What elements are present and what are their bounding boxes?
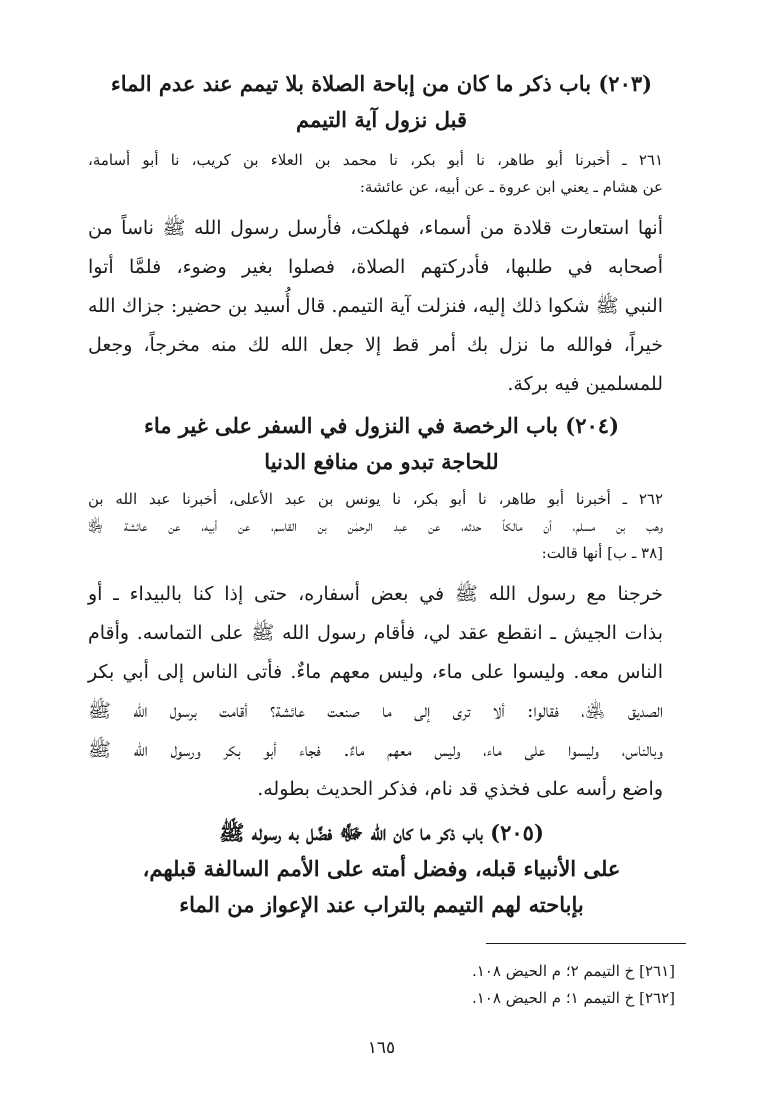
heading-line: (٢٠٣) باب ذكر ما كان من إباحة الصلاة بلا تيمم عند عدم الماء [110, 71, 653, 96]
heading-line: بإباحته لهم التيمم بالتراب عند الإعواز من الماء [179, 892, 584, 917]
body-line: بذات الجيش ـ انقطع عقد لي، فأقام رسول الله ﷺ على التماسه. وأقام [88, 622, 663, 644]
section-203-heading [60, 66, 703, 138]
body-line: خيراً، فوالله ما نزل بك أمر قط إلا جعل الله لك منه مخرجاً، وجعل [88, 334, 663, 356]
body-line: خرجنا مع رسول الله ﷺ في بعض أسفاره، حتى إذا كنا بالبيداء ـ أو [88, 583, 663, 605]
footnote-261: [٢٦١] خ التيمم ٢؛ م الحيض ١٠٨. [471, 962, 675, 980]
body-line: واضع رأسه على فخذي قد نام، فذكر الحديث بطوله. [257, 778, 663, 800]
heading-line: (٢٠٥) باب ذكر ما كان الله ﷻ فضَّل به رسوله ﷺ [219, 820, 544, 845]
section-205-heading [60, 815, 703, 923]
isnad-line: ٢٦٢ ـ أخبرنا أبو طاهر، نا أبو بكر، نا يونس بن عبد الأعلى، أخبرنا عبد الله بن [88, 490, 663, 508]
heading-line: قبل نزول آية التيمم [295, 107, 467, 132]
footnote-divider [486, 943, 686, 944]
footnotes [200, 958, 675, 1012]
page-number: ١٦٥ [367, 1038, 396, 1058]
heading-line: للحاجة تبدو من منافع الدنيا [264, 449, 499, 474]
body-line: للمسلمين فيه بركة. [507, 373, 663, 395]
isnad-line: وهب بن مسلم، أن مالكاً حدثه، عن عبد الرحمٰن بن القاسم، عن أبيه، عن عائشة ﵂ [88, 517, 663, 535]
hadith-261-isnad [88, 147, 663, 201]
body-line: الصديق ﵁، فقالوا: ألا ترى إلى ما صنعت عائشة؟ أقامت برسول الله ﷺ [88, 700, 663, 722]
isnad-line: ٢٦١ ـ أخبرنا أبو طاهر، نا أبو بكر، نا محمد بن العلاء بن كريب، نا أبو أسامة، [88, 151, 663, 169]
footnote-262: [٢٦٢] خ التيمم ١؛ م الحيض ١٠٨. [471, 989, 675, 1007]
isnad-line: عن هشام ـ يعني ابن عروة ـ عن أبيه، عن عائشة: [359, 178, 663, 196]
section-204-heading [60, 408, 703, 480]
hadith-262-isnad [88, 486, 663, 567]
body-line: أصحابه في طلبها، فأدركتهم الصلاة، فصلوا بغير وضوء، فلمَّا أتوا [88, 256, 663, 278]
hadith-262-text [88, 575, 663, 809]
body-line: الناس معه. وليسوا على ماء، وليس معهم ماءٌ. فأتى الناس إلى أبي بكر [88, 661, 663, 683]
body-line: وبالناس، وليسوا على ماء، وليس معهم ماءٌ. فجاء أبو بكر ورسول الله ﷺ [88, 739, 663, 761]
body-line: النبي ﷺ شكوا ذلك إليه، فنزلت آية التيمم. قال أُسيد بن حضير: جزاك الله [88, 295, 663, 317]
heading-line: (٢٠٤) باب الرخصة في النزول في السفر على غير ماء [143, 413, 620, 438]
body-line: أنها استعارت قلادة من أسماء، فهلكت، فأرسل رسول الله ﷺ ناساً من [88, 217, 663, 239]
isnad-line: [٣٨ ـ ب] أنها قالت: [541, 544, 663, 562]
heading-line: على الأنبياء قبله، وفضل أمته على الأمم السالفة قبلهم، [142, 856, 621, 881]
hadith-261-text [88, 209, 663, 404]
